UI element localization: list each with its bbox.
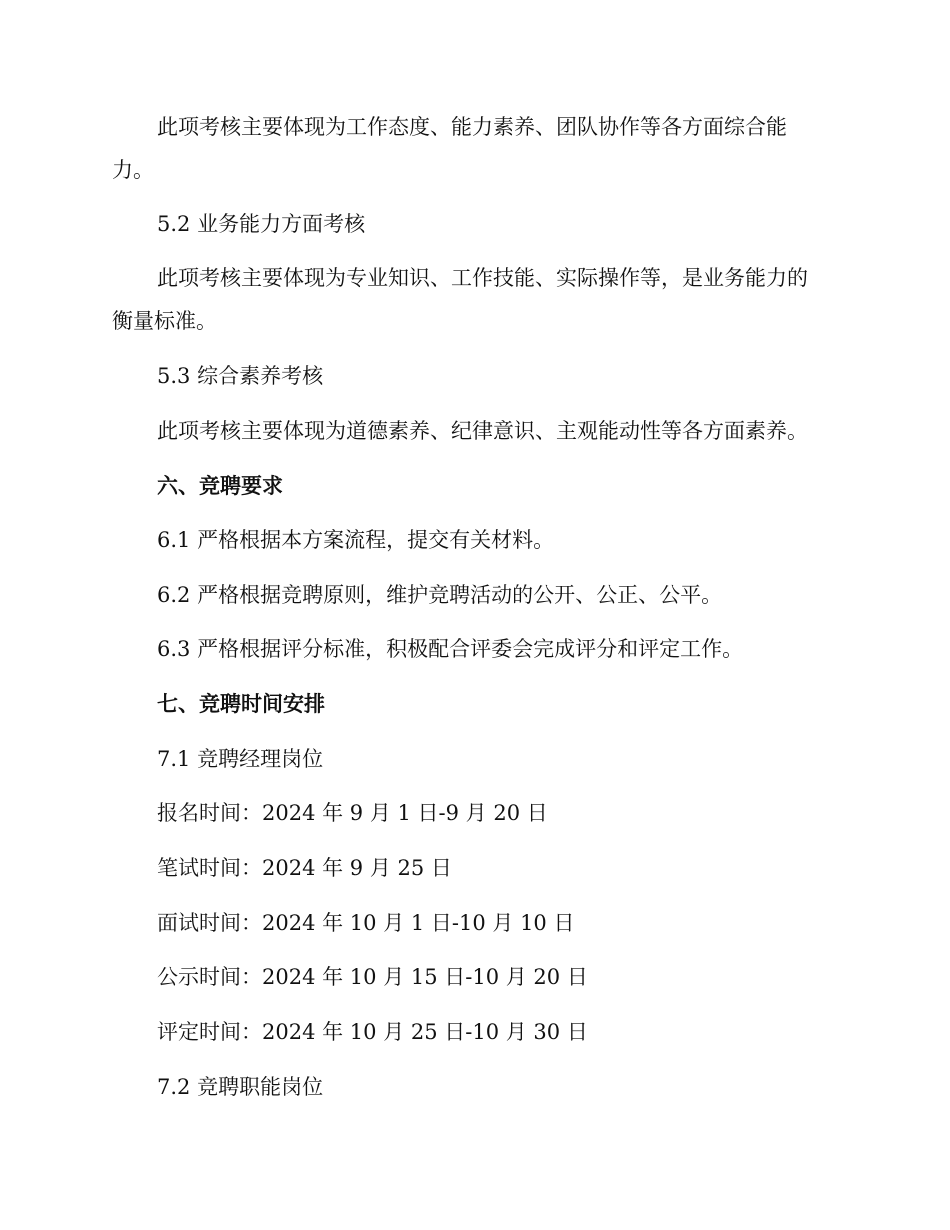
schedule-registration: 报名时间：2024 年 9 月 1 日-9 月 20 日 xyxy=(157,801,548,825)
list-item-6-3: 6.3 严格根据评分标准，积极配合评委会完成评分和评定工作。 xyxy=(157,637,744,661)
schedule-publicity: 公示时间：2024 年 10 月 15 日-10 月 20 日 xyxy=(157,965,588,989)
section-heading-6: 六、竞聘要求 xyxy=(157,473,283,498)
schedule-written-exam: 笔试时间：2024 年 9 月 25 日 xyxy=(157,856,452,880)
list-item-6-1: 6.1 严格根据本方案流程，提交有关材料。 xyxy=(157,528,555,552)
subheading-5-3: 5.3 综合素养考核 xyxy=(157,364,324,388)
paragraph-5-2-line-1: 此项考核主要体现为专业知识、工作技能、实际操作等，是业务能力的 xyxy=(157,266,808,290)
paragraph-5-1-line-2: 力。 xyxy=(112,158,154,182)
subheading-5-2: 5.2 业务能力方面考核 xyxy=(157,212,366,236)
subheading-7-2: 7.2 竞聘职能岗位 xyxy=(157,1075,324,1099)
schedule-evaluation: 评定时间：2024 年 10 月 25 日-10 月 30 日 xyxy=(157,1020,588,1044)
paragraph-5-2-line-2: 衡量标准。 xyxy=(112,309,217,333)
paragraph-5-3: 此项考核主要体现为道德素养、纪律意识、主观能动性等各方面素养。 xyxy=(157,419,808,443)
schedule-interview: 面试时间：2024 年 10 月 1 日-10 月 10 日 xyxy=(157,911,575,935)
paragraph-5-1-line-1: 此项考核主要体现为工作态度、能力素养、团队协作等各方面综合能 xyxy=(157,115,787,139)
list-item-6-2: 6.2 严格根据竞聘原则，维护竞聘活动的公开、公正、公平。 xyxy=(157,583,723,607)
subheading-7-1: 7.1 竞聘经理岗位 xyxy=(157,747,324,771)
section-heading-7: 七、竞聘时间安排 xyxy=(157,691,325,716)
